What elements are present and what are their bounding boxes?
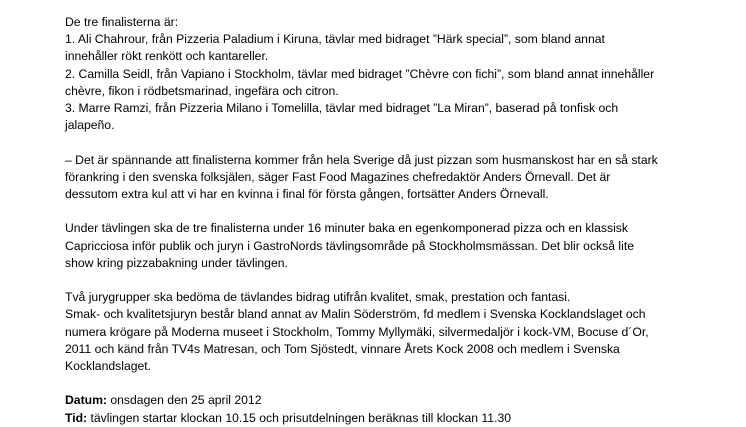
paragraph-gap — [65, 134, 735, 151]
jury-line: Två jurygrupper ska bedöma de tävlandes bidrag utifrån kvalitet, smak, prestation och fantasi. — [65, 290, 571, 305]
finalist-3-line-1: 3. Marre Ramzi, från Pizzeria Milano i Tomelilla, tävlar med bidraget ”La Miran”, baserad på tonfisk och — [65, 101, 619, 116]
press-release-body — [65, 14, 735, 427]
date-label: Datum: — [65, 393, 107, 408]
finalist-2-line-2: chèvre, fikon i rödbetsmarinad, ingefära och citron. — [65, 83, 339, 98]
jury-line: numera krögare på Moderna museet i Stockholm, Tommy Myllymäki, silvermedaljör i kock-VM, Bocuse d´Or, — [65, 324, 649, 339]
paragraph-gap — [65, 203, 735, 220]
finalists-intro: De tre finalisterna är: — [65, 15, 179, 29]
quote-line: dessutom extra kul att vi har en kvinna i final för första gången, fortsätter Anders Örnevall. — [65, 187, 549, 202]
competition-line: Under tävlingen ska de tre finalisterna under 16 minuter baka en egenkomponerad pizza och en klassisk — [65, 221, 628, 236]
date-value: onsdagen den 25 april 2012 — [106, 393, 262, 408]
competition-paragraph — [65, 220, 735, 272]
paragraph-gap — [65, 272, 735, 289]
date-row — [65, 392, 735, 409]
quote-paragraph — [65, 152, 735, 204]
competition-line: show kring pizzabakning under tävlingen. — [65, 255, 288, 270]
quote-line: förankring i den svenska folksjälen, säger Fast Food Magazines chefredaktör Anders Örnevall. Det är — [65, 169, 611, 184]
paragraph-gap — [65, 375, 735, 392]
time-label: Tid: — [65, 410, 88, 425]
finalist-2-line-1: 2. Camilla Seidl, från Vapiano i Stockholm, tävlar med bidraget ”Chèvre con fichi”, som bland annat innehåller — [65, 66, 655, 81]
quote-line: – Det är spännande att finalisterna kommer från hela Sverige då just pizzan som husmanskost har en så stark — [65, 152, 658, 167]
jury-line: 2011 och känd från TV4s Matresan, och Tom Sjöstedt, vinnare Årets Kock 2008 och medlem i Svenska — [65, 341, 620, 356]
competition-line: Capricciosa inför publik och juryn i GastroNords tävlingsområde på Stockholmsmässan. Det blir också lite — [65, 238, 634, 253]
finalists-list — [65, 31, 735, 134]
jury-line: Smak- och kvalitetsjuryn består bland annat av Malin Söderström, fd medlem i Svenska Kocklandslaget och — [65, 307, 646, 322]
finalist-1-line-2: innehåller rökt renkött och kantareller. — [65, 49, 269, 64]
time-value: tävlingen startar klockan 10.15 och prisutdelningen beräknas till klockan 11.30 — [87, 410, 512, 425]
event-details — [65, 392, 735, 426]
jury-line: Kocklandslaget. — [65, 359, 152, 374]
finalist-1-line-1: 1. Ali Chahrour, från Pizzeria Paladium i Kiruna, tävlar med bidraget ”Härk special”, som bland annat — [65, 32, 605, 47]
time-row — [65, 410, 735, 427]
jury-paragraph — [65, 289, 735, 375]
finalist-3-line-2: jalapeño. — [65, 118, 115, 133]
